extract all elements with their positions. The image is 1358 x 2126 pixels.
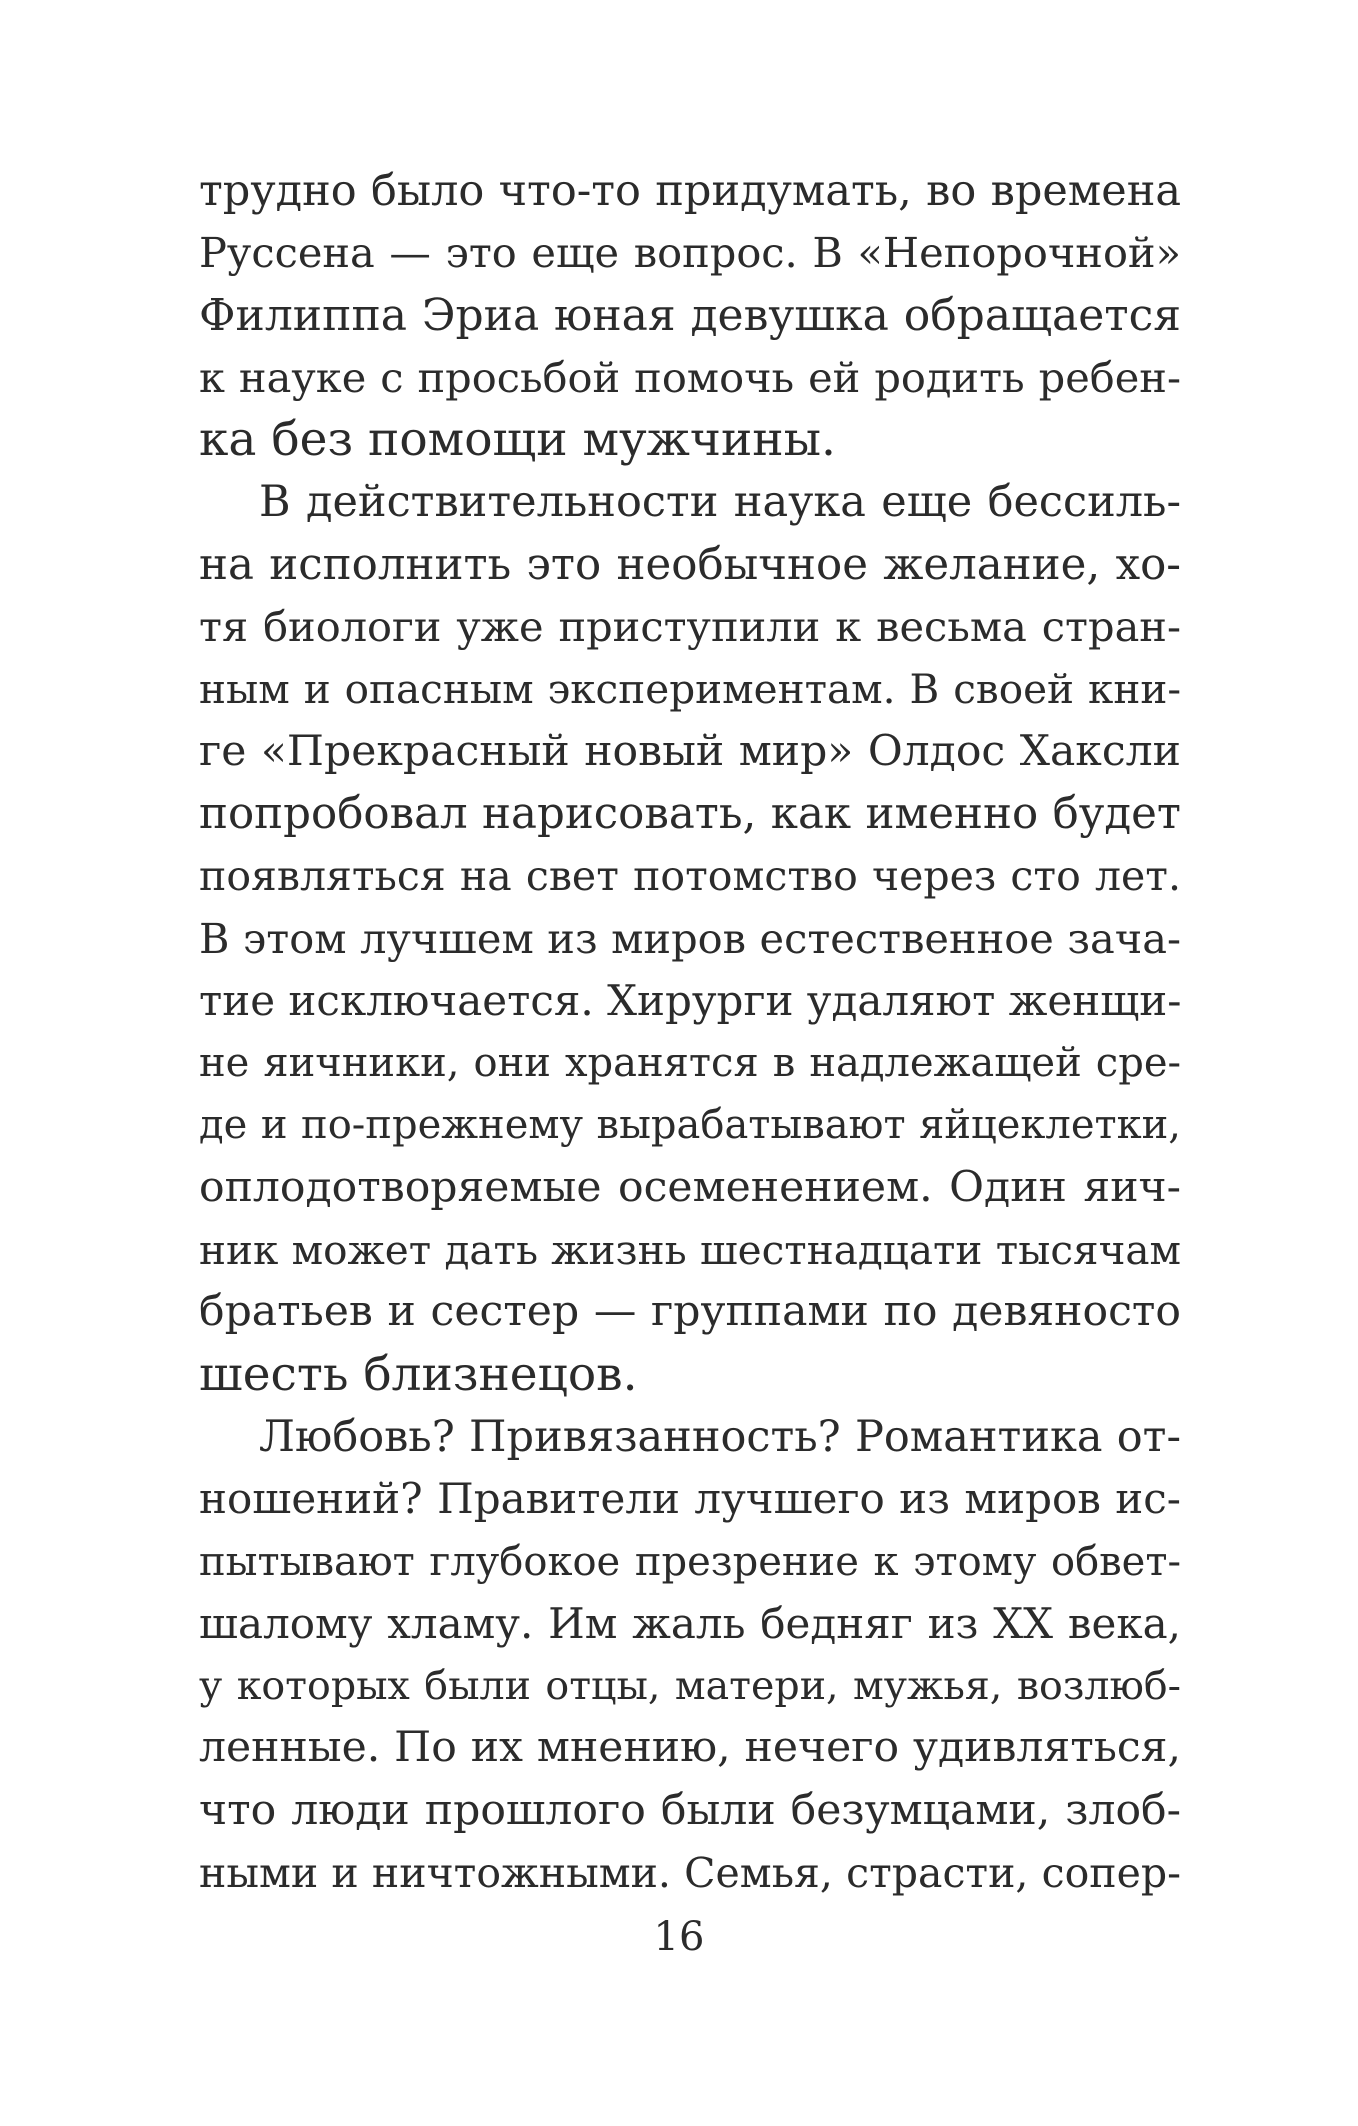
text-line: оплодотворяемые осеменением. Один яич- [199,1162,1181,1212]
text-line: ленные. По их мнению, нечего удивляться, [199,1723,1181,1773]
paragraph-first-line: Любовь? Привязанность? Романтика от- [259,1411,1181,1462]
text-line: братьев и сестер — группами по девяносто [199,1287,1181,1337]
text-line: ными и ничтожными. Семья, страсти, сопер- [199,1849,1181,1898]
text-line: ге «Прекрасный новый мир» Олдос Хаксли [199,726,1181,776]
paragraph-first-line: В действительности наука еще бессиль- [259,477,1181,528]
text-line: ношений? Правители лучшего из миров ис- [199,1474,1181,1524]
text-line: тие исключается. Хирурги удаляют женщи- [199,975,1182,1025]
text-line: ник может дать жизнь шестнадцати тысячам [199,1226,1181,1275]
text-line: де и по-прежнему вырабатывают яйцеклетки, [199,1102,1181,1149]
text-line: попробовал нарисовать, как именно будет [199,788,1181,839]
page-number: 16 [653,1914,705,1960]
text-line: шесть близнецов. [199,1346,638,1402]
text-line: не яичники, они хранятся в надлежащей сре- [199,1040,1181,1087]
text-line: шалому хламу. Им жаль бедняг из XX века, [199,1598,1181,1648]
text-line: ка без помощи мужчины. [199,412,836,468]
text-line: В этом лучшем из миров естественное зача- [199,913,1181,963]
text-line: тя биологи уже приступили к весьма стран- [199,602,1181,652]
text-line: что люди прошлого были безумцами, злоб- [199,1785,1181,1835]
text-line: Филиппа Эриа юная девушка обращается [199,289,1181,341]
text-line: трудно было что-то придумать, во времена [199,166,1181,216]
text-line: Руссена — это еще вопрос. В «Непорочной» [199,228,1181,278]
text-line: ным и опасным экспериментам. В своей кни- [199,665,1181,714]
text-line: пытывают глубокое презрение к этому обвет- [199,1538,1181,1585]
text-line: на исполнить это необычное желание, хо- [199,539,1181,590]
text-line: появляться на свет потомство через сто лет. [199,852,1181,901]
body-text [199,160,1181,1904]
text-line: у которых были отцы, матери, мужья, возлюб- [199,1663,1181,1710]
text-line: к науке с просьбой помочь ей родить ребен- [199,352,1181,402]
